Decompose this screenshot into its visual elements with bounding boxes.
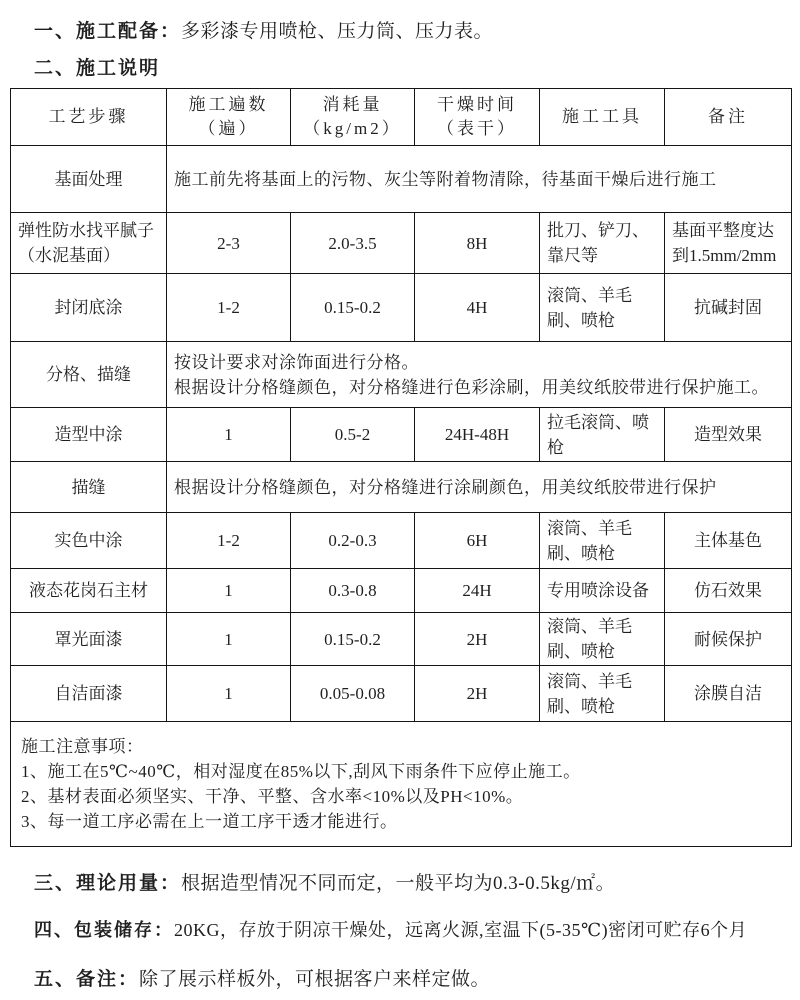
table-row xyxy=(11,666,792,722)
table-cell: 0.5-2 xyxy=(291,408,415,462)
table-cell: 1 xyxy=(167,569,291,613)
table-cell: 2H xyxy=(415,666,540,722)
table-cell: 涂膜自洁 xyxy=(665,666,792,722)
table-cell: 0.2-0.3 xyxy=(291,513,415,569)
cell-line: 3、每一道工序必需在上一道工序干透才能进行。 xyxy=(21,812,398,831)
section-4-text: 20KG，存放于阴凉干燥处，远离火源,室温下(5-35℃)密闭可贮存6个月 xyxy=(174,920,748,940)
table-cell: 造型效果 xyxy=(665,408,792,462)
section-theoretical-usage xyxy=(34,868,615,895)
table-cell: 1-2 xyxy=(167,513,291,569)
table-cell: 耐候保护 xyxy=(665,613,792,666)
table-cell: 滚筒、羊毛刷、喷枪 xyxy=(540,513,665,569)
header-cell xyxy=(291,89,415,146)
section-5-label: 五、备注： xyxy=(34,969,140,990)
section-2-label: 二、施工说明 xyxy=(34,58,161,79)
process-table xyxy=(10,88,792,847)
table-row xyxy=(11,213,792,274)
cell-line: 施工工具 xyxy=(562,107,642,126)
table-cell: 滚筒、羊毛刷、喷枪 xyxy=(540,666,665,722)
header-cell xyxy=(415,89,540,146)
cell-line: （kg/m2） xyxy=(303,119,402,138)
cell-line: 按设计要求对涂饰面进行分格。 xyxy=(174,352,419,372)
section-remarks xyxy=(34,964,490,991)
table-row xyxy=(11,274,792,342)
cell-line: 2、基材表面必须坚实、干净、平整、含水率<10%以及PH<10%。 xyxy=(21,787,524,806)
table-cell: 专用喷涂设备 xyxy=(540,569,665,613)
table-cell: 24H-48H xyxy=(415,408,540,462)
table-cell: 2.0-3.5 xyxy=(291,213,415,274)
table-cell xyxy=(11,722,792,847)
table-row xyxy=(11,408,792,462)
table-cell: 描缝 xyxy=(11,462,167,513)
table-cell: 2H xyxy=(415,613,540,666)
table-cell: 抗碱封固 xyxy=(665,274,792,342)
header-cell xyxy=(11,89,167,146)
table-row xyxy=(11,569,792,613)
table-cell: 基面处理 xyxy=(11,146,167,213)
cell-line: 消耗量 xyxy=(322,95,383,114)
table-cell: 1 xyxy=(167,408,291,462)
table-cell: 1 xyxy=(167,666,291,722)
table-row xyxy=(11,513,792,569)
table-cell: 0.15-0.2 xyxy=(291,274,415,342)
table-cell: 拉毛滚筒、喷枪 xyxy=(540,408,665,462)
section-packaging-storage xyxy=(34,916,747,942)
table-cell: 造型中涂 xyxy=(11,408,167,462)
table-cell: 施工前先将基面上的污物、灰尘等附着物清除，待基面干燥后进行施工 xyxy=(167,146,792,213)
table-cell: 基面平整度达到1.5mm/2mm xyxy=(665,213,792,274)
table-cell: 仿石效果 xyxy=(665,569,792,613)
cell-line: 备注 xyxy=(708,107,748,126)
table-cell: 0.15-0.2 xyxy=(291,613,415,666)
section-1-label: 一、施工配备： xyxy=(34,21,182,42)
header-cell xyxy=(665,89,792,146)
table-cell: 批刀、铲刀、靠尺等 xyxy=(540,213,665,274)
table-cell: 液态花岗石主材 xyxy=(11,569,167,613)
table-cell: 根据设计分格缝颜色，对分格缝进行涂刷颜色，用美纹纸胶带进行保护 xyxy=(167,462,792,513)
section-5-text: 除了展示样板外，可根据客户来样定做。 xyxy=(139,969,491,990)
header-cell xyxy=(540,89,665,146)
table-cell: 滚筒、羊毛刷、喷枪 xyxy=(540,613,665,666)
table-cell: 24H xyxy=(415,569,540,613)
table-cell: 4H xyxy=(415,274,540,342)
table-row xyxy=(11,342,792,408)
cell-line: 1、施工在5℃~40℃，相对湿度在85%以下,刮风下雨条件下应停止施工。 xyxy=(21,762,581,781)
header-cell xyxy=(167,89,291,146)
section-construction-equipment xyxy=(34,16,493,43)
table-cell: 封闭底涂 xyxy=(11,274,167,342)
cell-line: （遍） xyxy=(198,119,259,138)
table-cell: 6H xyxy=(415,513,540,569)
table-cell: 1 xyxy=(167,613,291,666)
table-cell: 罩光面漆 xyxy=(11,613,167,666)
table-row xyxy=(11,722,792,847)
table-cell: 弹性防水找平腻子（水泥基面） xyxy=(11,213,167,274)
section-4-label: 四、包装储存： xyxy=(34,920,174,940)
table-cell: 0.3-0.8 xyxy=(291,569,415,613)
table-cell xyxy=(167,342,792,408)
cell-line: 施工遍数 xyxy=(188,95,269,114)
cell-line: （表干） xyxy=(437,119,517,138)
table-cell: 自洁面漆 xyxy=(11,666,167,722)
section-3-label: 三、理论用量： xyxy=(34,873,182,894)
cell-line: 根据设计分格缝颜色，对分格缝进行色彩涂刷，用美纹纸胶带进行保护施工。 xyxy=(174,377,769,397)
section-1-text: 多彩漆专用喷枪、压力筒、压力表。 xyxy=(181,21,494,42)
section-3-text: 根据造型情况不同而定，一般平均为0.3-0.5kg/㎡。 xyxy=(181,873,616,894)
table-cell: 0.05-0.08 xyxy=(291,666,415,722)
table-cell: 8H xyxy=(415,213,540,274)
cell-line: 工艺步骤 xyxy=(48,107,129,126)
section-construction-instructions xyxy=(34,53,160,80)
table-cell: 1-2 xyxy=(167,274,291,342)
cell-line: 施工注意事项： xyxy=(21,737,144,756)
table-cell: 2-3 xyxy=(167,213,291,274)
table-row xyxy=(11,613,792,666)
table-cell: 主体基色 xyxy=(665,513,792,569)
cell-line: 干燥时间 xyxy=(437,95,517,114)
table-row xyxy=(11,462,792,513)
table-cell: 滚筒、羊毛刷、喷枪 xyxy=(540,274,665,342)
table-cell: 实色中涂 xyxy=(11,513,167,569)
table-row xyxy=(11,146,792,213)
table-header-row xyxy=(11,89,792,146)
table-cell: 分格、描缝 xyxy=(11,342,167,408)
